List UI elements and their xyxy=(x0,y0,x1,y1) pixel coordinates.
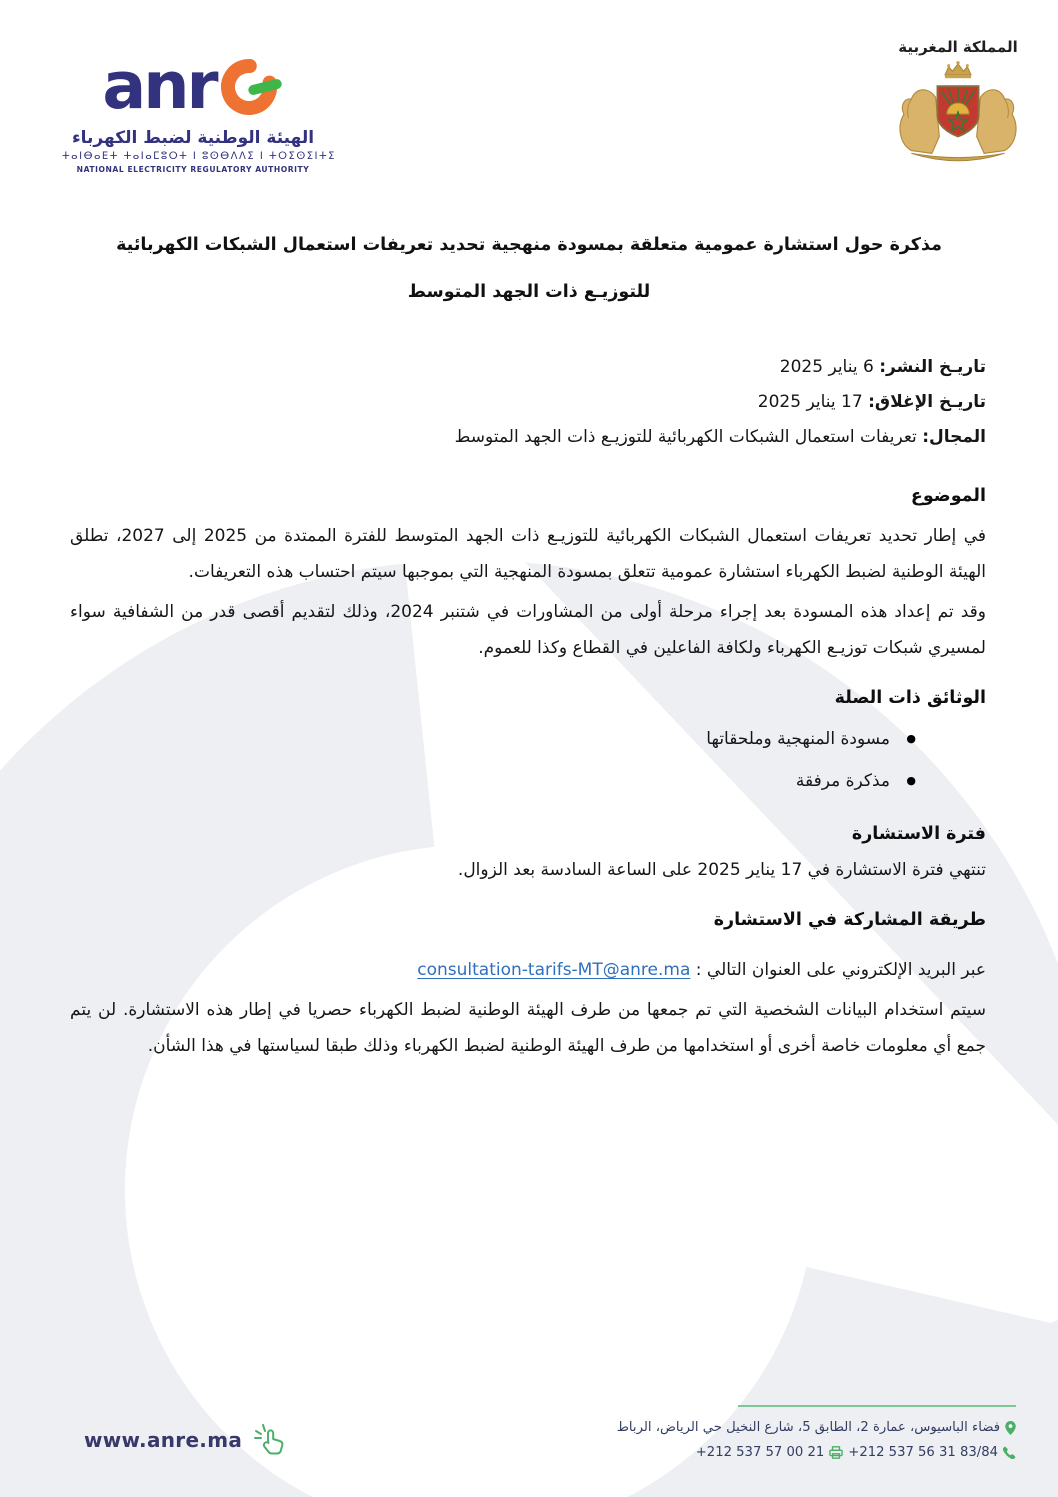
publish-date-label: تاريـخ النشر: xyxy=(879,357,986,377)
scope-label: المجال: xyxy=(922,427,986,447)
anre-wordmark xyxy=(62,48,324,126)
phone-number: +212 537 56 31 83/84 xyxy=(848,1445,998,1460)
fax-number: +212 537 57 00 21 xyxy=(695,1445,825,1460)
footer-divider xyxy=(738,1405,1016,1407)
morocco-coat-of-arms xyxy=(892,60,1024,172)
kingdom-block xyxy=(884,38,1032,176)
related-documents-heading: الوثائق ذات الصلة xyxy=(834,688,986,708)
anre-logo xyxy=(62,48,336,174)
participation-intro: عبر البريد الإلكتروني على العنوان التالي : xyxy=(690,960,986,980)
fax-printer-icon xyxy=(829,1446,843,1459)
scope-row xyxy=(70,420,986,455)
location-pin-icon xyxy=(1005,1421,1016,1435)
consultation-period-heading: فترة الاستشارة xyxy=(851,824,986,844)
closing-date-label: تاريـخ الإغلاق: xyxy=(868,392,986,412)
participation-heading: طريقة المشاركة في الاستشارة xyxy=(713,910,986,930)
address-text: فضاء الباسيوس، عمارة 2، الطابق 5، شارع النخيل حي الرياض، الرباط xyxy=(616,1420,1000,1435)
document-title xyxy=(0,222,1058,316)
participation-line xyxy=(70,952,986,988)
publish-date-row xyxy=(70,350,986,385)
closing-date-value: 17 يناير 2025 xyxy=(757,392,863,412)
list-item: ● مذكرة مرفقة xyxy=(70,760,916,802)
logo-english-name: NATIONAL ELECTRICITY REGULATORY AUTHORITY xyxy=(76,165,310,174)
publish-date-value: 6 يناير 2025 xyxy=(779,357,874,377)
closing-date-row xyxy=(70,385,986,420)
scope-value: تعريفات استعمال الشبكات الكهربائية للتوزيـع ذات الجهد المتوسط xyxy=(454,427,917,447)
consultation-period-text: تنتهي فترة الاستشارة في 17 يناير 2025 على الساعة السادسة بعد الزوال. xyxy=(457,860,986,880)
consultation-email-link[interactable]: consultation-tarifs-MT@anre.ma xyxy=(417,960,691,980)
phone-icon xyxy=(1003,1446,1016,1459)
footer-website xyxy=(84,1424,288,1456)
subject-paragraph-2: وقد تم إعداد هذه المسودة بعد إجراء مرحلة أولى من المشاورات في شتنبر 2024، وذلك لتقديم أقصى قدر من الشفافية سواء لمسيري شبكات توزيـع الكهرباء ولكافة الفاعلين في القطاع وكذا للعموم. xyxy=(70,602,986,658)
document-title-line2: للتوزيـع ذات الجهد المتوسط xyxy=(407,282,651,302)
privacy-paragraph: سيتم استخدام البيانات الشخصية التي تم جمعها من طرف الهيئة الوطنية لضبط الكهرباء حصريا في إطار هذه الاستشارة. لن يتم جمع أي معلومات خاصة أخرى أو استخدامها من طرف الهيئة الوطنية لضبط الكهرباء وذلك طبقا لسياستها في هذا الشأن. xyxy=(70,1000,986,1056)
anre-e-icon xyxy=(218,54,284,120)
phone-row xyxy=(695,1440,1016,1465)
related-documents-list xyxy=(70,718,986,802)
address-row xyxy=(616,1415,1016,1440)
logo-tifinagh-name: ⵜⴰⵏⴱⴰⴹⵜ ⵜⴰⵏⴰⵎⵓⵔⵜ ⵏ ⵓⵙⴱⴷⴷⵉ ⵏ ⵜⵔⵉⵙⵉⵏⵜⵉ xyxy=(62,151,336,162)
anre-wordmark-text: anr xyxy=(102,49,216,124)
website-link[interactable]: www.anre.ma xyxy=(84,1428,243,1452)
document-title-line1: مذكرة حول استشارة عمومية متعلقة بمسودة منهجية تحديد تعريفات استعمال الشبكات الكهربائية xyxy=(116,235,942,255)
subject-heading: الموضوع xyxy=(910,486,986,506)
dates-block xyxy=(70,350,986,455)
click-hand-icon xyxy=(254,1424,288,1456)
subject-paragraph-1: في إطار تحديد تعريفات استعمال الشبكات الكهربائية للتوزيـع ذات الجهد المتوسط للفترة الممتدة من 2025 إلى 2027، تطلق الهيئة الوطنية لضبط الكهرباء استشارة عمومية تتعلق بمسودة المنهجية التي بموجبها سيتم احتساب هذه التعريفات. xyxy=(70,526,987,582)
logo-arabic-name: الهيئة الوطنية لضبط الكهرباء xyxy=(71,128,315,148)
kingdom-label: المملكة المغربية xyxy=(898,38,1018,56)
footer-contact-block xyxy=(616,1405,1016,1465)
list-item: ● مسودة المنهجية وملحقاتها xyxy=(70,718,916,760)
